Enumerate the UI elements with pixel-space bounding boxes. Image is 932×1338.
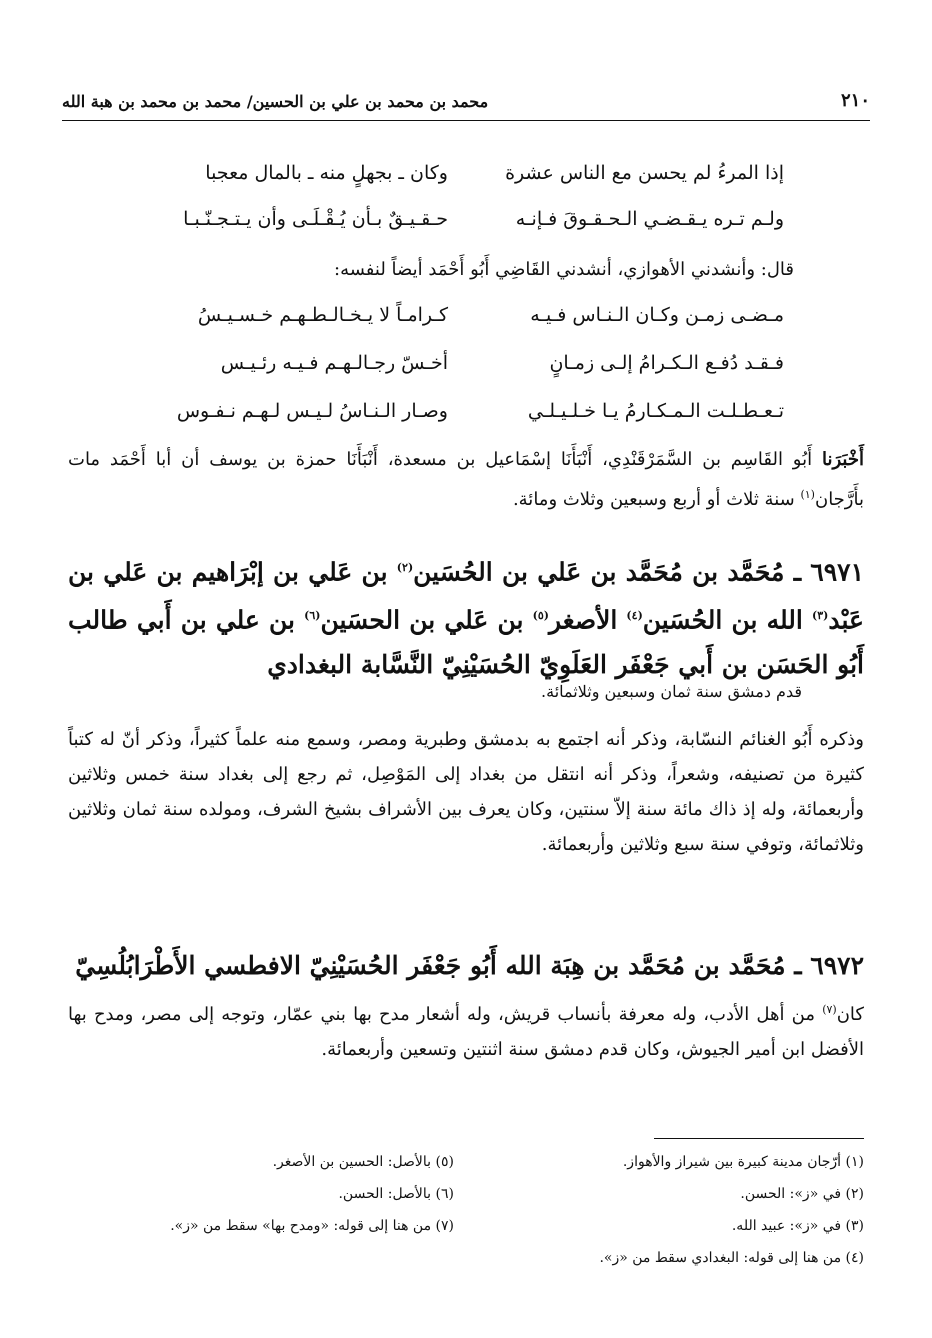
footnote-ref[interactable]: (٣) [812,609,829,623]
footnote-ref[interactable]: (٥) [532,609,549,623]
verse-hemistich-second: وصـار الـنـاسُ لـيـس لـهـم نـفـوس [176,400,448,422]
footnote [740,1186,864,1202]
biography-body: كان$^{(٧)}$ من أهل الأدب، وله معرفة بأنساب قريش، وله أشعار مدح بها بني عمّار، وتوجه إلى مصر، ومدح بها الأفضل ابن أمير الجيوش، وكان قدم دمشق سنة اثنتين وتسعين وأربعمائة. [68,1003,864,1060]
verse-hemistich-first: ولـم تـره يـقـضـي الـحـقـوقَ فـإنـه [515,208,784,230]
verse-line [138,352,794,384]
footnote-number: (١) [845,1154,864,1170]
footnote-ref[interactable]: (٦) [304,609,321,623]
isnad-paragraph [68,442,864,517]
biography-title: ٦٩٧٢ ـ مُحَمَّد بن مُحَمَّد بن هِبَة الله أَبُو جَعْفَر الحُسَيْنِيّ الافطسي الأَطْرَابُلُسِيّ [75,951,864,980]
verse-line [138,304,794,336]
footnote [599,1250,864,1266]
footnote-number: (٦) [435,1186,454,1202]
footnote-ref[interactable]: (١) [800,488,815,501]
verse-hemistich-second: أخـسّ رجـالـهـم فـيـه رئـيـس [220,352,448,374]
footnote-ref[interactable]: (٧) [822,1003,837,1016]
header-rule [62,120,870,121]
verse-hemistich-first: مـضـى زمـن وكـان الـنـاس فـيـه [530,304,784,326]
biography-body: وذكره أَبُو الغنائم النسّابة، وذكر أنه اجتمع به بدمشق وطبرية ومصر، وسمع منه علماً كثيراً، وذكر أنّ له كتباً كثيرة من تصنيفه، وشعراً، وذكر أنه انتقل من بغداد إلى المَوْصِل، ثم رجع إلى بغداد سنة خمس وثلاثين وأربعمائة، وله إذ ذاك مائة سنة إلاّ سنتين، وكان يعرف بين الأشراف بشيخ الشرف، ومولده سنة ثمان وثلاثين وثلاثمائة، وتوفي سنة سبع وثلاثين وأربعمائة. [68,729,864,855]
footnote [170,1218,454,1234]
footnote [623,1154,864,1170]
verse-hemistich-second: حـقـيـقٌ بـأن يُـقْـلَـى وأن يـتـجـنّـبـا [183,208,448,230]
footnote [732,1218,864,1234]
akhbarana-lead: أَخْبَرَنا [821,449,864,470]
verse-line [138,400,794,432]
qal-line: قال: وأنشدني الأهوازي، أنشدني القَاضِي أَبُو أَحْمَد أيضاً لنفسه: [334,259,794,280]
footnote-text: من هنا إلى قوله: «ومدح بها» سقط من «ز». [170,1218,432,1234]
footnote-rule [654,1138,864,1139]
verse-hemistich-second: كـرامـاً لا يـخـالـطـهـم خـسـيـسُ [197,304,448,326]
footnote [273,1154,454,1170]
footnote-text: في «ز»: عبيد الله. [731,1218,842,1234]
footnote-text: من هنا إلى قوله: البغدادي سقط من «ز». [599,1250,842,1266]
footnote-text: في «ز»: الحسن. [740,1186,842,1202]
footnote-number: (٢) [845,1186,864,1202]
page-header [62,86,870,116]
footnote-text: بالأصل: الحسين بن الأصغر. [272,1154,432,1170]
footnote-ref[interactable]: (٤) [626,609,643,623]
biography-arrival: قدم دمشق سنة ثمان وسبعين وثلاثمائة. [541,682,802,701]
verse-line [138,162,794,194]
isnad-tail: سنة ثلاث أو أربع وسبعين وثلاث ومائة. [512,489,795,510]
verse-line [138,208,794,240]
biography-title: ٦٩٧١ ـ مُحَمَّد بن مُحَمَّد بن عَلي بن الحُسَين$^{(٢)}$ بن عَلي بن إبْرَاهيم بن عَلي بن عَبْد$^{(٣)}$ الله بن الحُسَين$^{(٤)}$ الأصغر$^{(٥)}$ بن عَلي بن الحسَين$^{(٦)}$ بن علي بن أَبي طالب أَبُو الحَسَن بن أَبي جَعْفَر العَلَوِيّ الحُسَيْنِيّ النَّسَّابة البغدادي [68,557,864,679]
footnote-number: (٧) [435,1218,454,1234]
verse-hemistich-first: إذا المرءُ لم يحسن مع الناس عشرة [505,162,784,184]
footnote [338,1186,454,1202]
verse-hemistich-first: فـقـد دُفـع الـكـرامُ إلـى زمـانٍ [549,352,784,374]
footnote-text: بالأصل: الحسن. [338,1186,432,1202]
footnote-number: (٥) [435,1154,454,1170]
isnad-text: أَبُو القَاسِم بن السَّمَرْقَنْدِي، أَنْبَأَنَا إسْمَاعيل بن مسعدة، أَنْبَأَنَا حمزة بن يوسف أن أبا أَحْمَد مات بأَرَّجان [68,449,864,510]
footnote-number: (٣) [845,1218,864,1234]
running-title: محمد بن محمد بن علي بن الحسين/ محمد بن محمد بن هبة الله [62,92,489,111]
footnote-text: أرّجان مدينة كبيرة بين شيراز والأهواز. [622,1154,842,1170]
page-number: ٢١٠ [840,90,870,111]
verse-hemistich-first: تـعـطـلـت الـمـكـارمُ يـا خـلـيـلـي [527,400,784,422]
footnote-number: (٤) [845,1250,864,1266]
footnote-ref[interactable]: (٢) [396,561,414,574]
verse-hemistich-second: وكان ـ بجهلٍ منه ـ بالمال معجبا [205,162,448,184]
